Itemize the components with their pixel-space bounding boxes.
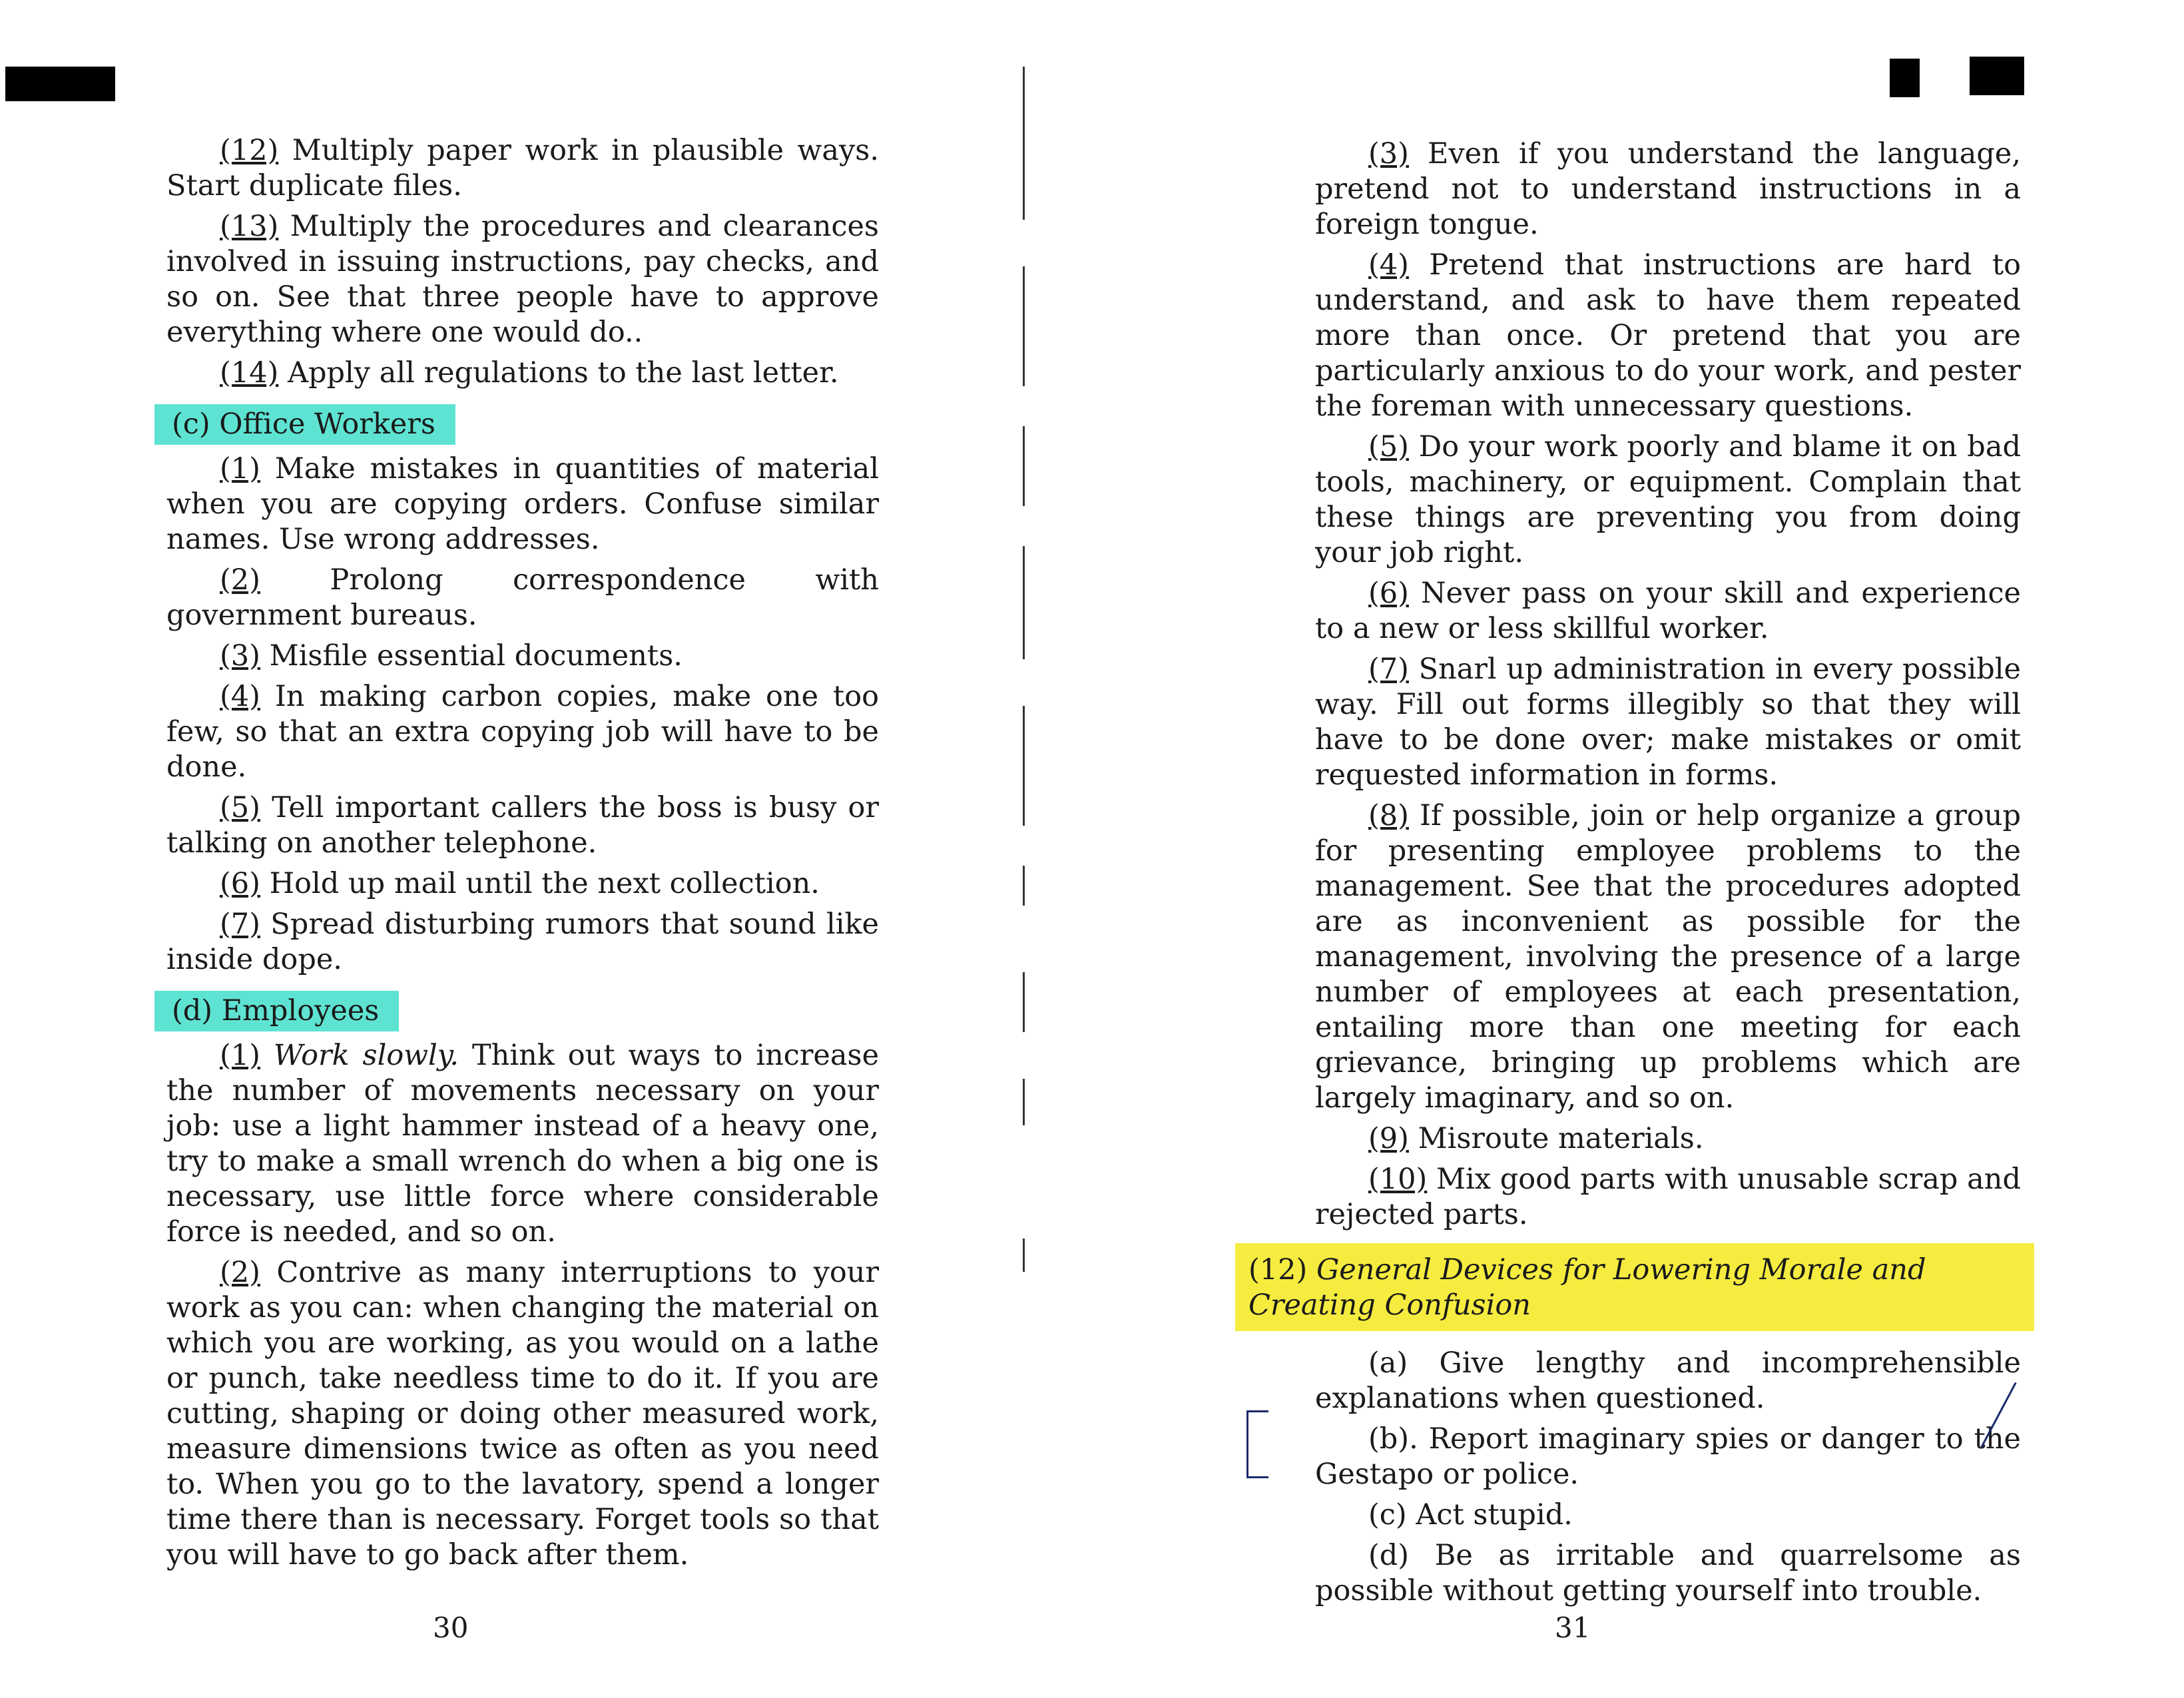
list-item bbox=[166, 907, 879, 978]
general-devices-list bbox=[1315, 1346, 2021, 1609]
item-marker: (9) bbox=[1368, 1122, 1409, 1155]
item-marker: (7) bbox=[220, 908, 260, 941]
item-marker: (b). bbox=[1368, 1422, 1418, 1456]
item-text: Report imaginary spies or danger to the Gestapo or police. bbox=[1315, 1422, 2022, 1491]
list-item bbox=[166, 790, 879, 861]
list-item bbox=[1315, 1538, 2021, 1609]
page-number: 31 bbox=[1555, 1611, 1591, 1644]
item-text: Hold up mail until the next collection. bbox=[269, 867, 820, 900]
list-item bbox=[166, 563, 879, 633]
item-marker: (3) bbox=[1368, 137, 1409, 170]
item-text: Misfile essential documents. bbox=[269, 639, 682, 673]
item-text: Do your work poorly and blame it on bad tools, machinery, or equipment. Complain that these things are preventing you from doing your job right. bbox=[1315, 430, 2021, 569]
item-marker: (6) bbox=[220, 867, 260, 900]
list-item bbox=[166, 356, 879, 391]
item-text: Multiply paper work in plausible ways. Start duplicate files. bbox=[166, 134, 879, 202]
item-text: Snarl up administration in every possible way. Fill out forms illegibly so that they will have to be done over; make mistakes or omit requested information in forms. bbox=[1315, 653, 2022, 792]
list-item bbox=[1315, 1498, 2021, 1533]
page-gutter bbox=[1011, 67, 1037, 1265]
item-marker: (4) bbox=[220, 680, 260, 713]
item-text: Spread disturbing rumors that sound like inside dope. bbox=[166, 908, 879, 976]
list-item bbox=[166, 866, 879, 902]
item-emphasis: Work slowly. bbox=[273, 1039, 459, 1072]
item-marker: (a) bbox=[1368, 1346, 1408, 1380]
list-item bbox=[166, 1038, 879, 1250]
item-text: Make mistakes in quantities of material when you are copying orders. Confuse similar names. Use wrong addresses. bbox=[166, 452, 880, 556]
list-item bbox=[166, 679, 879, 785]
item-text: If possible, join or help organize a group for presenting employee problems to the management. See that the procedures adopted are as inconvenient as possible for the management, involving the presence of a large number of employees at each presentation, entailing more than one meeting for each grievance, bringing up problems which are largely imaginary, and so on. bbox=[1315, 799, 2021, 1115]
item-text: Multiply the procedures and clearances involved in issuing instructions, pay checks, and so on. See that three people have to approve everything where one would do.. bbox=[166, 210, 879, 349]
section-heading-employees: (d) Employees bbox=[154, 991, 399, 1031]
item-marker: (13) bbox=[220, 210, 279, 243]
item-text: Pretend that instructions are hard to understand, and ask to have them repeated more than once. Or pretend that you are particularly anxious to do your work, and pester the foreman with unnecessary questions. bbox=[1315, 248, 2022, 423]
item-text: Even if you understand the language, pretend not to understand instructions in a foreign tongue. bbox=[1315, 137, 2022, 241]
list-item bbox=[1315, 429, 2021, 571]
item-text: Contrive as many interruptions to your work as you can: when changing the material on which you are working, as you would on a lathe or punch, take needless time to do it. If you are cutting, shaping or doing other measured work, measure dimensions twice as often as you need to. When you go to the lavatory, spend a longer time there than is necessary. Forget tools so that you will have to go back after them. bbox=[166, 1256, 879, 1571]
item-marker: (2) bbox=[220, 563, 260, 597]
item-marker: (2) bbox=[220, 1256, 260, 1289]
list-item bbox=[1315, 1121, 2021, 1157]
left-page bbox=[0, 0, 1005, 1698]
pen-bracket-mark bbox=[1246, 1410, 1268, 1478]
page-number: 30 bbox=[433, 1611, 469, 1644]
item-marker: (5) bbox=[220, 791, 260, 824]
list-item bbox=[1315, 576, 2021, 647]
item-text: Prolong correspondence with government bureaus. bbox=[166, 563, 879, 632]
item-text: In making carbon copies, make one too few, so that an extra copying job will have to be done. bbox=[166, 680, 880, 784]
list-item bbox=[166, 133, 879, 204]
item-text: Think out ways to increase the number of movements necessary on your job: use a light hammer instead of a heavy one, try to make a small wrench do when a big one is necessary, use little force where considerable force is needed, and so on. bbox=[166, 1039, 880, 1249]
item-text: Misroute materials. bbox=[1418, 1122, 1704, 1155]
list-item bbox=[1315, 798, 2021, 1116]
heading-marker: (12) bbox=[1248, 1253, 1308, 1286]
item-marker: (4) bbox=[1368, 248, 1409, 282]
list-item bbox=[1315, 1162, 2021, 1233]
list-item bbox=[166, 1255, 879, 1573]
list-item bbox=[166, 209, 879, 350]
item-marker: (3) bbox=[220, 639, 260, 673]
list-item bbox=[166, 451, 879, 557]
item-marker: (10) bbox=[1368, 1163, 1428, 1196]
item-marker: (6) bbox=[1368, 577, 1409, 610]
section-heading-office-workers: (c) Office Workers bbox=[154, 404, 455, 445]
item-text: Be as irritable and quarrelsome as possible without getting yourself into trouble. bbox=[1315, 1539, 2021, 1607]
item-marker: (c) bbox=[1368, 1498, 1407, 1532]
section-heading-general-devices bbox=[1235, 1243, 2034, 1331]
list-item bbox=[1315, 1422, 2021, 1492]
item-marker: (1) bbox=[220, 452, 260, 485]
item-marker: (d) bbox=[1368, 1539, 1410, 1572]
heading-text: General Devices for Lowering Morale and Creating Confusion bbox=[1248, 1253, 1926, 1322]
left-page-text-column bbox=[166, 133, 879, 1578]
item-marker: (12) bbox=[220, 134, 279, 167]
list-item bbox=[1315, 248, 2021, 424]
item-text: Tell important callers the boss is busy or talking on another telephone. bbox=[166, 791, 880, 860]
item-marker: (7) bbox=[1368, 653, 1409, 686]
item-marker: (8) bbox=[1368, 799, 1409, 832]
list-item bbox=[1315, 137, 2021, 242]
list-item bbox=[1315, 1346, 2021, 1416]
item-marker: (1) bbox=[220, 1039, 260, 1072]
item-text: Mix good parts with unusable scrap and rejected parts. bbox=[1315, 1163, 2021, 1231]
item-text: Apply all regulations to the last letter. bbox=[287, 356, 839, 390]
item-text: Act stupid. bbox=[1416, 1498, 1573, 1532]
item-text: Give lengthy and incomprehensible explanations when questioned. bbox=[1315, 1346, 2021, 1415]
item-marker: (14) bbox=[220, 356, 279, 390]
right-page-text-column bbox=[1248, 137, 2022, 1614]
item-text: Never pass on your skill and experience to a new or less skillful worker. bbox=[1315, 577, 2021, 645]
list-item bbox=[1315, 652, 2021, 793]
item-marker: (5) bbox=[1368, 430, 1409, 463]
list-item bbox=[166, 639, 879, 674]
